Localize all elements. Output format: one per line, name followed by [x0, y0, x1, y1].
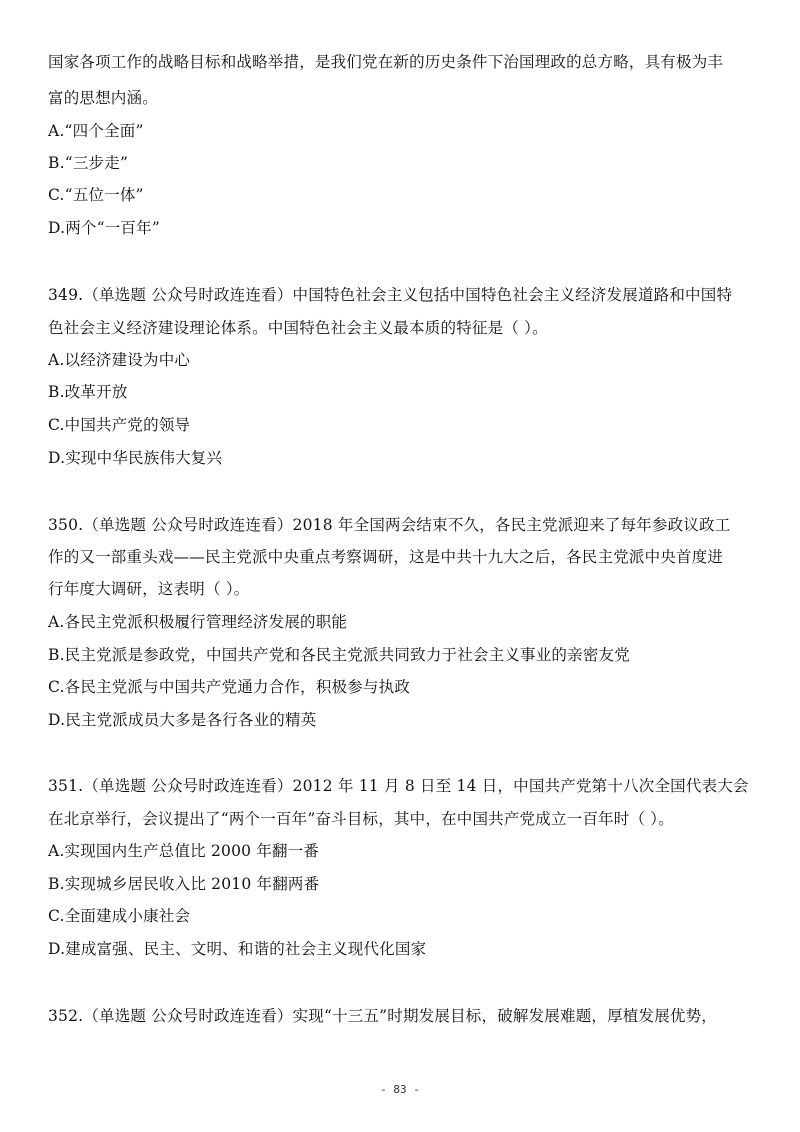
question-349-option-c: C.中国共产党的领导 [48, 416, 191, 434]
question-352-line-1: 352.（单选题 公众号时政连连看）实现“十三五”时期发展目标，破解发展难题，厚植发展优势， [48, 1007, 717, 1025]
question-349-line-1: 349.（单选题 公众号时政连连看）中国特色社会主义包括中国特色社会主义经济发展道路和中国特 [48, 286, 733, 304]
question-351-option-a: A.实现国内生产总值比 2000 年翻一番 [48, 842, 320, 860]
question-351-line-2: 在北京举行，会议提出了“两个一百年”奋斗目标，其中，在中国共产党成立一百年时（ ）。 [48, 810, 674, 828]
intro-option-c: C.“五位一体” [48, 186, 144, 204]
question-350-option-c: C.各民主党派与中国共产党通力合作，积极参与执政 [48, 678, 411, 696]
intro-option-d: D.两个“一百年” [48, 219, 160, 237]
question-351-option-b: B.实现城乡居民收入比 2010 年翻两番 [48, 875, 320, 893]
question-350-option-d: D.民主党派成员大多是各行各业的精英 [48, 711, 317, 729]
intro-line-2: 富的思想内涵。 [48, 89, 158, 107]
question-349-option-b: B.改革开放 [48, 383, 128, 401]
question-349-option-d: D.实现中华民族伟大复兴 [48, 449, 223, 467]
question-350-option-a: A.各民主党派积极履行管理经济发展的职能 [48, 613, 348, 631]
intro-option-b: B.“三步走” [48, 154, 129, 172]
intro-line-1: 国家各项工作的战略目标和战略举措，是我们党在新的历史条件下治国理政的总方略，具有极为丰 [48, 53, 724, 71]
question-350-line-1: 350.（单选题 公众号时政连连看）2018 年全国两会结束不久，各民主党派迎来了每年参政议政工 [48, 516, 731, 534]
question-350-line-3: 行年度大调研，这表明（ ）。 [48, 580, 250, 598]
intro-option-a: A.“四个全面” [48, 122, 144, 140]
question-350-option-b: B.民主党派是参政党，中国共产党和各民主党派共同致力于社会主义事业的亲密友党 [48, 646, 630, 664]
question-351-option-c: C.全面建成小康社会 [48, 907, 191, 925]
question-351-line-1: 351.（单选题 公众号时政连连看）2012 年 11 月 8 日至 14 日，中国共产党第十八次全国代表大会 [48, 777, 749, 795]
question-351-option-d: D.建成富强、民主、文明、和谐的社会主义现代化国家 [48, 940, 427, 958]
question-350-line-2: 作的又一部重头戏——民主党派中央重点考察调研，这是中共十九大之后，各民主党派中央首度进 [48, 548, 724, 566]
question-349-line-2: 色社会主义经济建设理论体系。中国特色社会主义最本质的特征是（ ）。 [48, 319, 548, 337]
question-349-option-a: A.以经济建设为中心 [48, 351, 191, 369]
page-number: - 83 - [380, 1083, 420, 1096]
